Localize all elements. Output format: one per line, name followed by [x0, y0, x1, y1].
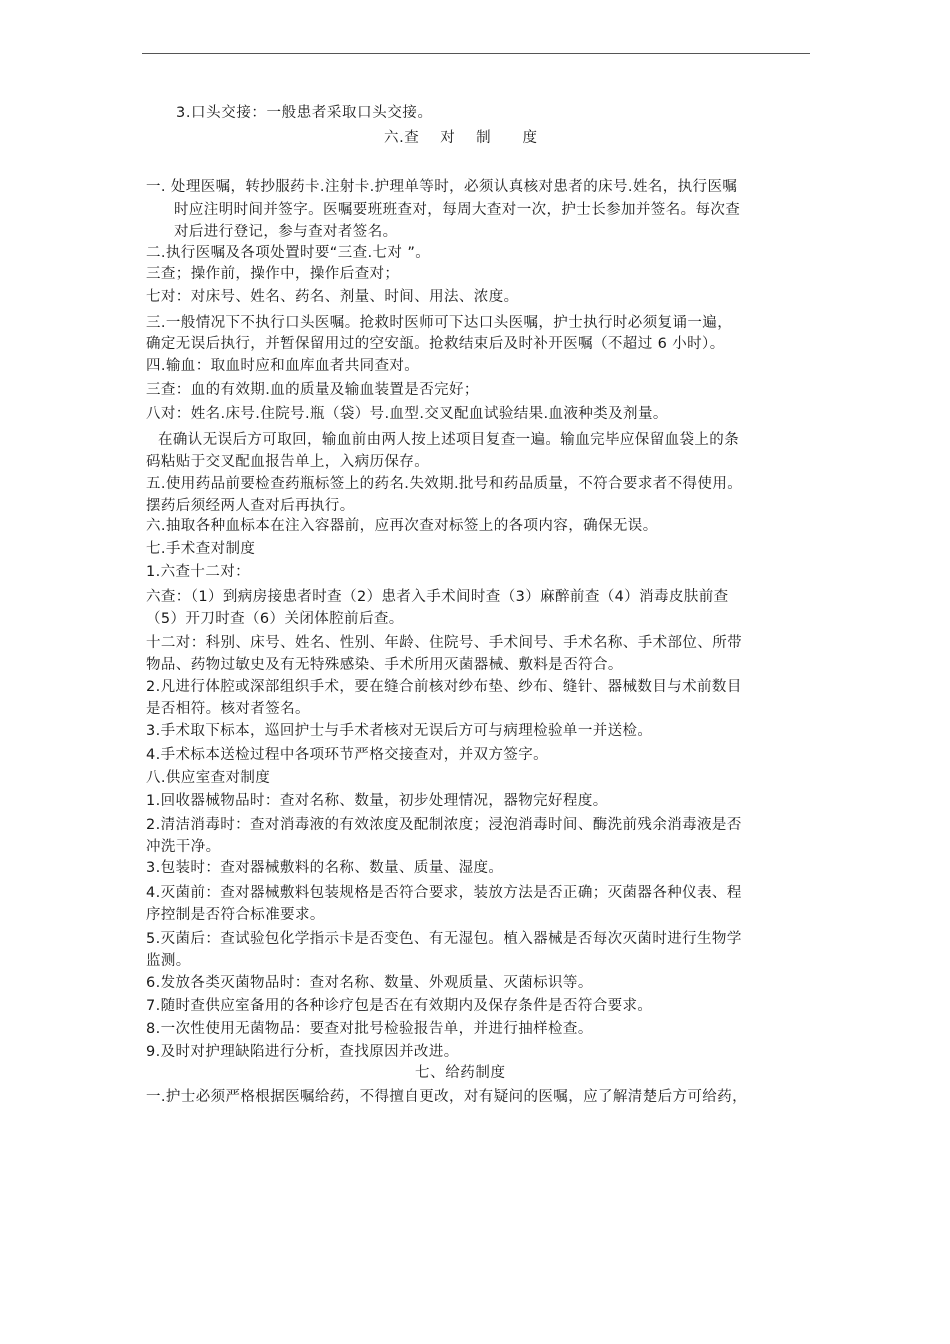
text-line: 六查：（1）到病房接患者时查（2）患者入手术间时查（3）麻醉前查（4）消毒皮肤前查 [146, 589, 729, 605]
text-line: 监测。 [146, 953, 191, 969]
header-rule [142, 53, 810, 54]
text-line: 七.手术查对制度 [146, 541, 256, 557]
text-line: 3.包装时：查对器械敷料的名称、数量、质量、湿度。 [146, 860, 504, 876]
text-line: 八.供应室查对制度 [146, 770, 271, 786]
section-title-check: 六.查 对 制 度 [384, 130, 538, 146]
text-line: 在确认无误后方可取回，输血前由两人按上述项目复查一遍。输血完毕应保留血袋上的条 [158, 432, 740, 448]
text-line: 三查：血的有效期.血的质量及输血装置是否完好； [146, 382, 479, 398]
text-line: 三查；操作前，操作中，操作后查对； [146, 266, 400, 282]
text-line: 对后进行登记，参与查对者签名。 [174, 224, 398, 240]
text-line: 7.随时查供应室备用的各种诊疗包是否在有效期内及保存条件是否符合要求。 [146, 998, 653, 1014]
text-line: 八对：姓名.床号.住院号.瓶（袋）号.血型.交叉配血试验结果.血液种类及剂量。 [146, 406, 668, 422]
text-line: 9.及时对护理缺陷进行分析，查找原因并改进。 [146, 1044, 459, 1060]
text-line: 物品、药物过敏史及有无特殊感染、手术所用灭菌器械、敷料是否符合。 [146, 657, 623, 673]
text-line: 一.护士必须严格根据医嘱给药，不得擅自更改，对有疑问的医嘱，应了解清楚后方可给药， [146, 1089, 748, 1105]
text-line: 4.灭菌前：查对器械敷料包装规格是否符合要求，装放方法是否正确；灭菌器各种仪表、程 [146, 885, 742, 901]
text-line: 序控制是否符合标准要求。 [146, 907, 325, 923]
text-line: 8.一次性使用无菌物品：要查对批号检验报告单，并进行抽样检查。 [146, 1021, 593, 1037]
text-line: 2.清洁消毒时：查对消毒液的有效浓度及配制浓度；浸泡消毒时间、酶洗前残余消毒液是否 [146, 817, 742, 833]
text-line: 是否相符。核对者签名。 [146, 701, 310, 717]
text-line: 四.输血：取血时应和血库血者共同查对。 [146, 358, 420, 374]
text-line: 码粘贴于交叉配血报告单上，入病历保存。 [146, 454, 430, 470]
text-line: 十二对：科别、床号、姓名、性别、年龄、住院号、手术间号、手术名称、手术部位、所带 [146, 635, 742, 651]
text-line: 2.凡进行体腔或深部组织手术，要在缝合前核对纱布垫、纱布、缝针、器械数目与术前数目 [146, 679, 742, 695]
text-line: 五.使用药品前要检查药瓶标签上的药名.失效期.批号和药品质量，不符合要求者不得使用。 [146, 476, 743, 492]
text-line: 确定无误后执行，并暂保留用过的空安瓿。抢救结束后及时补开医嘱（不超过 6 小时）。 [146, 336, 725, 352]
text-line: 七对：对床号、姓名、药名、剂量、时间、用法、浓度。 [146, 289, 519, 305]
text-line: 时应注明时间并签字。医嘱要班班查对，每周大查对一次，护士长参加并签名。每次查 [174, 202, 741, 218]
text-line: 摆药后须经两人查对后再执行。 [146, 498, 355, 514]
text-line: 冲洗干净。 [146, 839, 221, 855]
text-line: 3.手术取下标本，巡回护士与手术者核对无误后方可与病理检验单一并送检。 [146, 723, 653, 739]
text-line: 三.一般情况下不执行口头医嘱。抢救时医师可下达口头医嘱，护士执行时必须复诵一遍， [146, 315, 733, 331]
text-line: 六.抽取各种血标本在注入容器前，应再次查对标签上的各项内容，确保无误。 [146, 518, 658, 534]
text-line: 5.灭菌后：查试验包化学指示卡是否变色、有无湿包。植入器械是否每次灭菌时进行生物学 [146, 931, 742, 947]
text-line: （5）开刀时查（6）关闭体腔前后查。 [146, 611, 404, 627]
text-line: 二.执行医嘱及各项处置时要“三查.七对 ”。 [146, 245, 431, 261]
section-title-medication: 七、给药制度 [415, 1065, 506, 1081]
top-note: 3.口头交接：一般患者采取口头交接。 [176, 105, 433, 121]
text-line: 1.回收器械物品时：查对名称、数量，初步处理情况，器物完好程度。 [146, 793, 608, 809]
text-line: 1.六查十二对： [146, 564, 251, 580]
text-line: 6.发放各类灭菌物品时：查对名称、数量、外观质量、灭菌标识等。 [146, 975, 593, 991]
text-line: 一. 处理医嘱，转抄服药卡.注射卡.护理单等时，必须认真核对患者的床号.姓名，执行医嘱 [146, 179, 738, 195]
text-line: 4.手术标本送检过程中各项环节严格交接查对，并双方签字。 [146, 747, 549, 763]
